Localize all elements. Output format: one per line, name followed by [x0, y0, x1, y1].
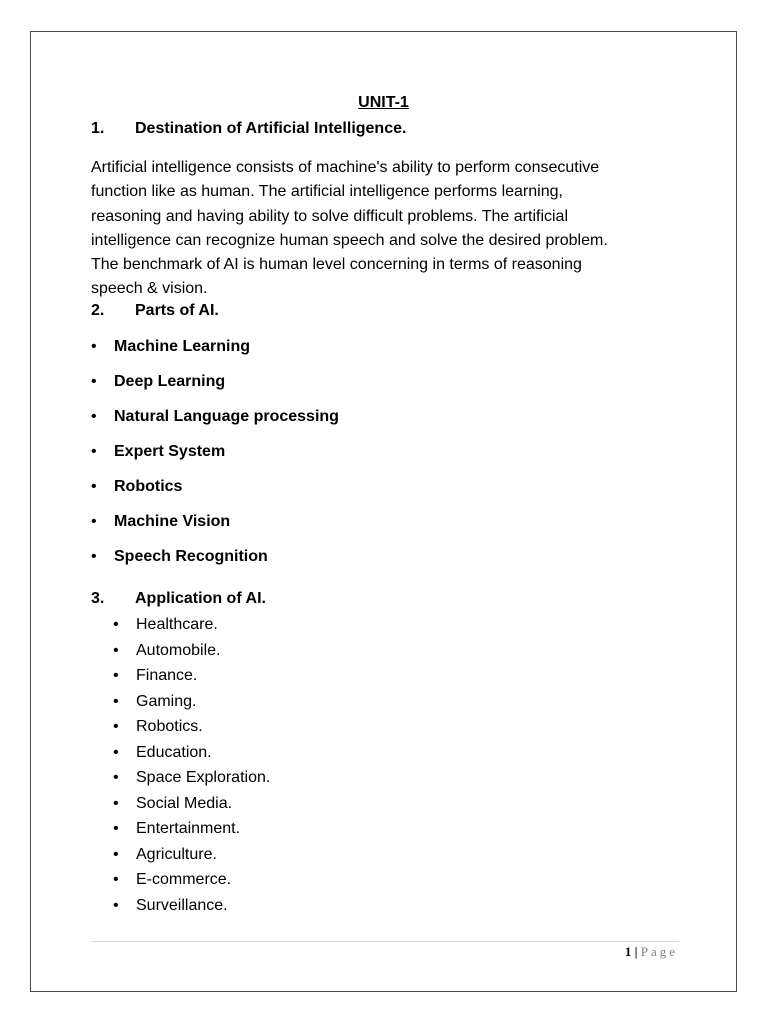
- list-item: [91, 513, 339, 548]
- list-item-label: Space Exploration.: [136, 769, 271, 786]
- bullet-icon: •: [91, 373, 97, 390]
- list-item-label: Robotics.: [136, 718, 203, 735]
- bullet-icon: •: [113, 718, 119, 735]
- bullet-icon: •: [91, 478, 97, 495]
- list-item: [113, 795, 270, 821]
- paragraph-line: Artificial intelligence consists of machine's ability to perform consecutive: [91, 159, 600, 176]
- section-number: 3.: [91, 590, 105, 607]
- bullet-icon: •: [113, 616, 119, 633]
- list-item: [91, 373, 339, 408]
- bullet-icon: •: [113, 743, 119, 761]
- list-item-label: Surveillance.: [136, 896, 228, 914]
- bullet-icon: •: [113, 820, 119, 837]
- paragraph-line: speech & vision.: [91, 280, 208, 298]
- list-item: [113, 769, 270, 795]
- footer-separator: |: [634, 944, 638, 959]
- paragraph-line: reasoning and having ability to solve difficult problems. The artificial: [91, 207, 568, 225]
- section-number: 1.: [91, 120, 105, 137]
- bullet-icon: •: [113, 794, 119, 812]
- section-title: Parts of AI.: [135, 302, 219, 319]
- definition-paragraph: [91, 156, 671, 302]
- ai-parts-list: [91, 338, 339, 583]
- list-item-label: E-commerce.: [136, 871, 232, 888]
- list-item-label: Expert System: [114, 443, 226, 460]
- list-item: [91, 443, 339, 478]
- bullet-icon: •: [113, 667, 119, 684]
- section-title: Destination of Artificial Intelligence.: [135, 120, 407, 137]
- list-item-label: Agriculture.: [136, 845, 217, 863]
- list-item: [91, 338, 339, 373]
- list-item: [113, 744, 270, 770]
- page-label: Page: [640, 944, 678, 959]
- list-item-label: Machine Vision: [114, 513, 231, 530]
- section-title: Application of AI.: [135, 590, 266, 607]
- bullet-icon: •: [113, 692, 119, 710]
- list-item-label: Automobile.: [136, 641, 221, 659]
- list-item: [113, 616, 270, 642]
- section-heading-2: [91, 302, 219, 320]
- list-item-label: Education.: [136, 743, 212, 761]
- ai-applications-list: [113, 616, 270, 922]
- list-item-label: Machine Learning: [114, 338, 251, 355]
- bullet-icon: •: [113, 641, 119, 659]
- paragraph-line: The benchmark of AI is human level concerning in terms of reasoning: [91, 256, 582, 274]
- bullet-icon: •: [113, 769, 119, 786]
- list-item: [113, 667, 270, 693]
- bullet-icon: •: [91, 408, 97, 425]
- list-item: [113, 846, 270, 872]
- list-item-label: Deep Learning: [114, 373, 226, 390]
- page-footer: [625, 944, 678, 960]
- paragraph-line: intelligence can recognize human speech and solve the desired problem.: [91, 231, 608, 249]
- section-heading-3: [91, 590, 266, 608]
- list-item: [91, 548, 339, 583]
- bullet-icon: •: [91, 513, 97, 530]
- list-item-label: Speech Recognition: [114, 548, 268, 565]
- document-page: [30, 31, 737, 992]
- bullet-icon: •: [113, 871, 119, 888]
- list-item: [91, 408, 339, 443]
- section-heading-1: [91, 120, 406, 138]
- list-item-label: Natural Language processing: [114, 408, 339, 425]
- list-item-label: Finance.: [136, 667, 198, 684]
- bullet-icon: •: [113, 896, 119, 914]
- paragraph-line: function like as human. The artificial intelligence performs learning,: [91, 183, 563, 201]
- list-item-label: Healthcare.: [136, 616, 218, 633]
- list-item-label: Robotics: [114, 478, 183, 495]
- bullet-icon: •: [91, 443, 97, 460]
- bullet-icon: •: [113, 845, 119, 863]
- bullet-icon: •: [91, 338, 97, 355]
- list-item: [113, 642, 270, 668]
- page-number: 1: [624, 944, 632, 959]
- list-item: [113, 718, 270, 744]
- list-item: [113, 897, 270, 923]
- footer-divider: [91, 941, 679, 942]
- bullet-icon: •: [91, 548, 97, 565]
- list-item: [113, 693, 270, 719]
- section-number: 2.: [91, 302, 105, 319]
- list-item: [91, 478, 339, 513]
- list-item: [113, 820, 270, 846]
- list-item-label: Gaming.: [136, 692, 197, 710]
- unit-title: UNIT-1: [358, 94, 409, 111]
- list-item-label: Social Media.: [136, 794, 233, 812]
- list-item: [113, 871, 270, 897]
- list-item-label: Entertainment.: [136, 820, 241, 837]
